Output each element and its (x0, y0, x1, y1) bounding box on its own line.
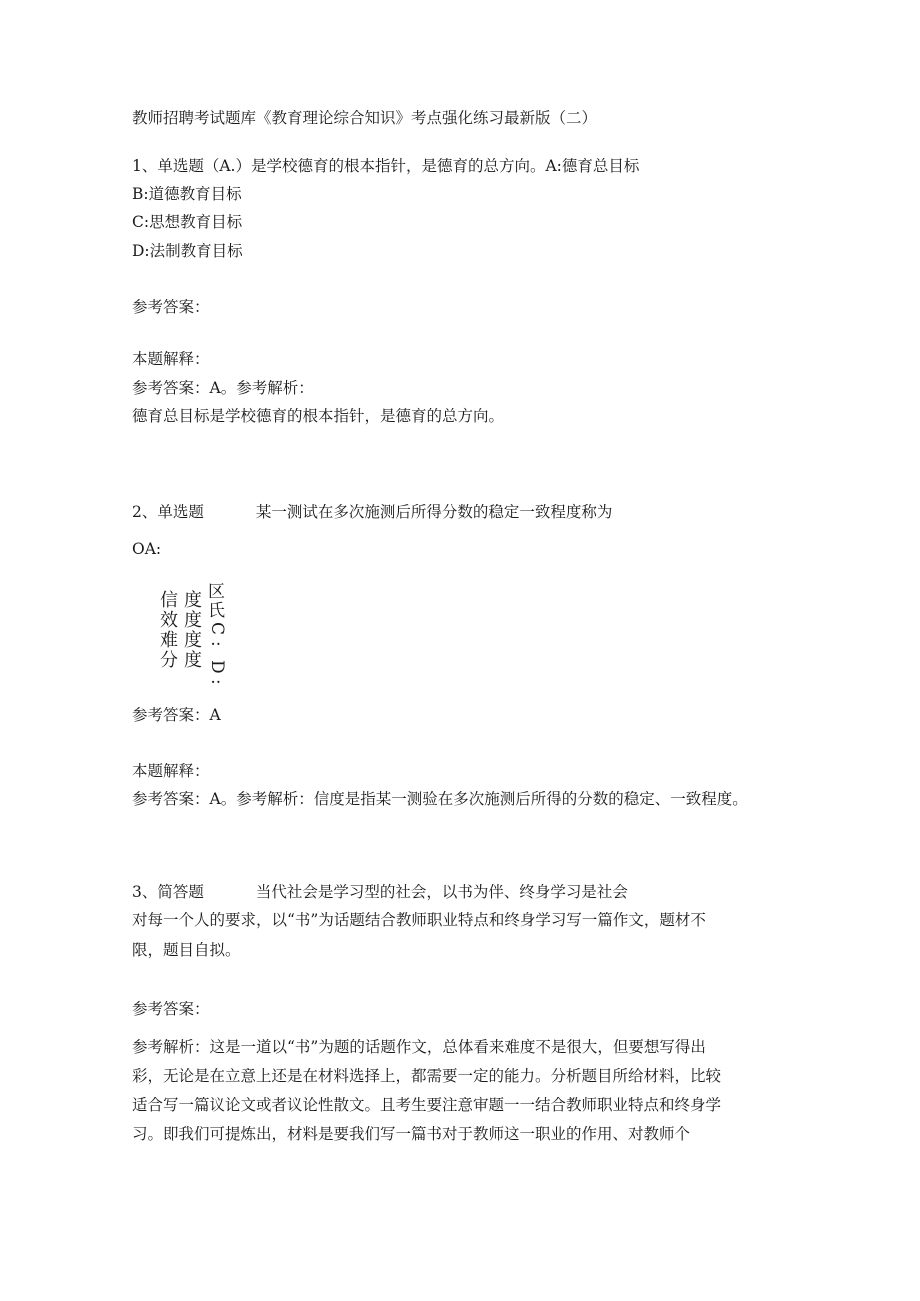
q1-explain-line1: 参考答案：A。参考解析： (132, 379, 314, 397)
q2-options-block (160, 582, 230, 685)
q2-char: 区 (208, 582, 225, 602)
q1-stem: 1、单选题（A.）是学校德育的根本指针，是德育的总方向。A:德育总目标 (132, 157, 640, 175)
q2-char: 难 (160, 630, 178, 651)
q1-answer-label: 参考答案： (132, 298, 210, 316)
q2-options-col-b (184, 591, 202, 671)
q2-char: 度 (184, 650, 202, 671)
q3-explain-line: 彩，无论是在立意上还是在材料选择上，都需要一定的能力。分析题目所给材料，比较 (132, 1067, 722, 1085)
q2-answer-label: 参考答案：A (132, 706, 221, 724)
q2-stem: 某一测试在多次施测后所得分数的稳定一致程度称为 (255, 503, 613, 521)
q1-option-d: D:法制教育目标 (132, 242, 243, 260)
q2-char: 分 (160, 650, 178, 671)
q2-char: D (207, 660, 227, 674)
q3-stem-line1: 当代社会是学习型的社会，以书为伴、终身学习是社会 (255, 883, 628, 901)
q2-option-a-label: OA: (132, 540, 162, 558)
q2-char: 度 (184, 610, 202, 631)
q2-options-col-a (160, 591, 178, 671)
q3-explain-line: 习。即我们可提炼出，材料是要我们写一篇书对于教师这一职业的作用、对教师个 (132, 1125, 691, 1143)
q2-header (132, 502, 612, 522)
q2-char: 氏 (208, 601, 225, 621)
q2-char: : (207, 641, 227, 647)
q1-explain-label: 本题解释： (132, 350, 210, 368)
q2-options-col-c (208, 583, 225, 697)
q3-explain-line: 适合写一篇议论文或者议论性散文。且考生要注意审题一一结合教师职业特点和终身学 (132, 1096, 722, 1114)
q3-type: 3、简答题 (132, 883, 204, 901)
q3-answer-label: 参考答案： (132, 1000, 210, 1018)
q2-explain-line1: 参考答案：A。参考解析：信度是指某一测验在多次施测后所得的分数的稳定、一致程度。 (132, 790, 748, 808)
document-title: 教师招聘考试题库《教育理论综合知识》考点强化练习最新版（二） (132, 109, 598, 127)
q3-explain-line: 参考解析：这是一道以“书”为题的话题作文，总体看来难度不是很大，但要想写得出 (132, 1038, 706, 1056)
q2-char: : (207, 679, 227, 685)
q2-char: C (207, 622, 227, 636)
q3-stem-line3: 限，题目自拟。 (132, 941, 241, 959)
q1-explain-line2: 德育总目标是学校德育的根本指针，是德育的总方向。 (132, 407, 505, 425)
q2-char: 效 (160, 610, 178, 631)
q2-char: 度 (184, 630, 202, 651)
q2-type: 2、单选题 (132, 503, 204, 521)
q2-explain-label: 本题解释： (132, 762, 210, 780)
q1-option-b: B:道德教育目标 (132, 185, 242, 203)
q3-header (132, 882, 628, 902)
q2-char: 信 (160, 590, 178, 611)
q2-char: 度 (184, 590, 202, 611)
q3-stem-line2: 对每一个人的要求，以“书”为话题结合教师职业特点和终身学习写一篇作文，题材不 (132, 911, 706, 929)
q1-option-c: C:思想教育目标 (132, 213, 243, 231)
